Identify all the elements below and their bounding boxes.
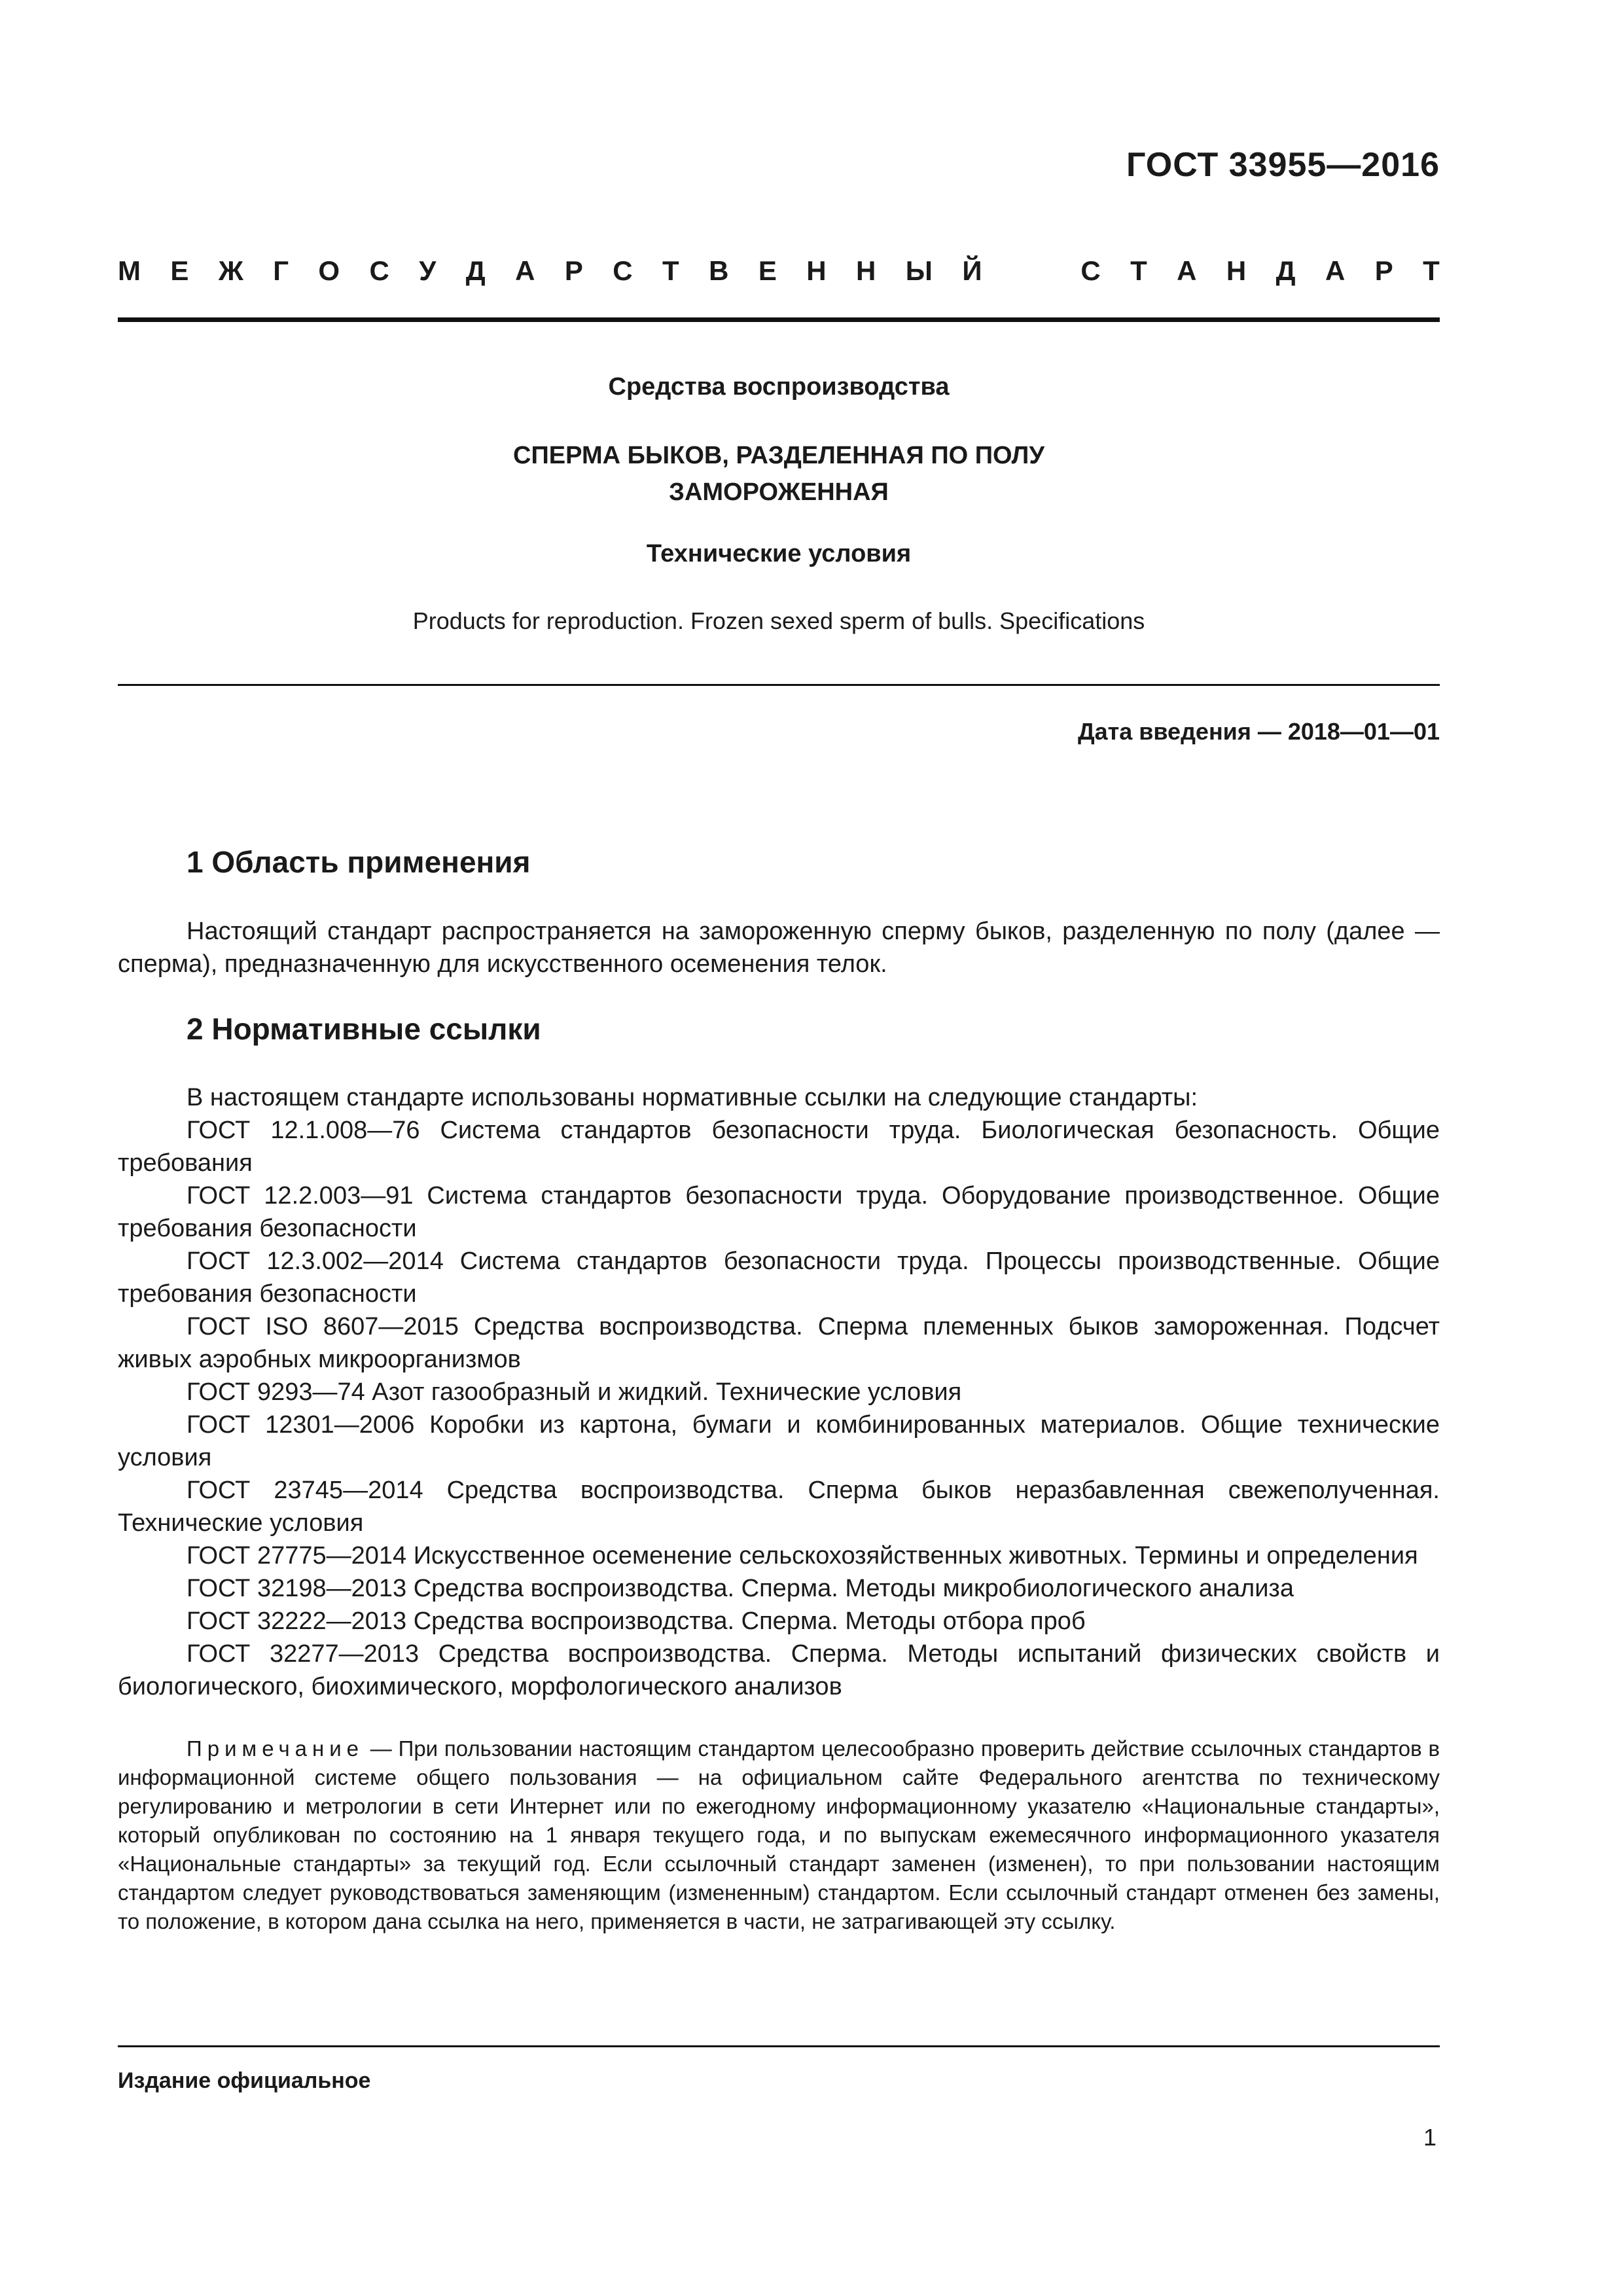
document-title <box>118 437 1440 511</box>
reference-item: ГОСТ 32277—2013 Средства воспроизводства. Сперма. Методы испытаний физических свойств и биологического, биохимического, морфологического анализов <box>118 1640 1440 1700</box>
reference-item: ГОСТ ISO 8607—2015 Средства воспроизводства. Сперма племенных быков замороженная. Подсчет живых аэробных микроорганизмов <box>118 1313 1440 1373</box>
title-line: СПЕРМА БЫКОВ, РАЗДЕЛЕННАЯ ПО ПОЛУ <box>513 442 1044 469</box>
letter: Д <box>1275 255 1296 286</box>
reference-item: ГОСТ 12.1.008—76 Система стандартов безопасности труда. Биологическая безопасность. Общие требования <box>118 1117 1440 1177</box>
section-heading: 2 Нормативные ссылки <box>187 1012 541 1046</box>
footer-divider <box>118 2045 1440 2047</box>
references-list <box>118 1081 1440 1703</box>
note-paragraph <box>118 1734 1440 1936</box>
title-divider <box>118 684 1440 686</box>
header-divider <box>118 317 1440 322</box>
english-title: Products for reproduction. Frozen sexed sperm of bulls. Specifications <box>412 607 1145 634</box>
letter: Т <box>1130 255 1147 286</box>
scope-paragraph: Настоящий стандарт распространяется на замороженную сперму быков, разделенную по полу (далее — сперма), предназначенную для искусственного осеменения телок. <box>118 918 1440 978</box>
title-line: ЗАМОРОЖЕННАЯ <box>669 478 889 506</box>
reference-item: ГОСТ 32222—2013 Средства воспроизводства. Сперма. Методы отбора проб <box>187 1607 1086 1635</box>
letter: В <box>709 255 729 286</box>
letter: Т <box>662 255 679 286</box>
letter: С <box>613 255 633 286</box>
interstate-standard-heading <box>118 255 1440 287</box>
letter: С <box>1080 255 1101 286</box>
word-gap <box>1012 255 1051 287</box>
reference-item: ГОСТ 9293—74 Азот газообразный и жидкий. Технические условия <box>187 1378 962 1406</box>
letter: Н <box>1226 255 1247 286</box>
document-subtitle: Технические условия <box>646 540 912 567</box>
reference-item: ГОСТ 27775—2014 Искусственное осеменение сельскохозяйственных животных. Термины и определения <box>187 1542 1418 1570</box>
references-lead: В настоящем стандарте использованы нормативные ссылки на следующие стандарты: <box>187 1084 1198 1111</box>
letter: Г <box>273 255 289 286</box>
letter: А <box>1325 255 1346 286</box>
intro-date: Дата введения — 2018—01—01 <box>1077 718 1440 745</box>
section-heading: 1 Область применения <box>187 845 531 879</box>
letter: Е <box>758 255 777 286</box>
letter: Р <box>1374 255 1393 286</box>
letter: С <box>369 255 389 286</box>
reference-item: ГОСТ 12.3.002—2014 Система стандартов безопасности труда. Процессы производственные. Общие требования безопасности <box>118 1247 1440 1308</box>
reference-item: ГОСТ 23745—2014 Средства воспроизводства. Сперма быков неразбавленная свежеполученная. Технические условия <box>118 1477 1440 1537</box>
letter: Е <box>170 255 189 286</box>
note-text: — При пользовании настоящим стандартом целесообразно проверить действие ссылочных стандартов в информационной системе общего пользования — на официальном сайте Федерального агентства по техническому регулированию и метрологии в сети Интернет или по ежегодному информационному указателю «Национальные стандарты», который опубликован по состоянию на 1 января текущего года, и по выпускам ежемесячного информационного указателя «Национальные стандарты» за текущий год. Если ссылочный стандарт заменен (изменен), то при пользовании настоящим стандартом следует руководствоваться заменяющим (измененным) стандартом. Если ссылочный стандарт отменен без замены, то положение, в котором дана ссылка на него, применяется в части, не затрагивающей эту ссылку. <box>118 1736 1440 1933</box>
letter: У <box>419 255 437 286</box>
note-label: Примечание <box>187 1736 365 1761</box>
letter: Т <box>1423 255 1440 286</box>
official-edition-label: Издание официальное <box>118 2068 371 2093</box>
reference-item: ГОСТ 12.2.003—91 Система стандартов безопасности труда. Оборудование производственное. Общие требования безопасности <box>118 1182 1440 1242</box>
letter: Н <box>806 255 827 286</box>
letter: Ж <box>218 255 243 286</box>
letter: Й <box>962 255 982 286</box>
subject-line: Средства воспроизводства <box>608 373 950 401</box>
gost-code: ГОСТ 33955—2016 <box>1126 146 1440 184</box>
page-number: 1 <box>1423 2124 1436 2151</box>
reference-item: ГОСТ 12301—2006 Коробки из картона, бумаги и комбинированных материалов. Общие технические условия <box>118 1411 1440 1471</box>
letter: М <box>118 255 141 286</box>
letter: Р <box>564 255 583 286</box>
letter: А <box>515 255 535 286</box>
letter: А <box>1177 255 1197 286</box>
letter: Н <box>856 255 876 286</box>
reference-item: ГОСТ 32198—2013 Средства воспроизводства. Сперма. Методы микробиологического анализа <box>187 1575 1294 1602</box>
letter: О <box>318 255 340 286</box>
letter: Ы <box>905 255 933 286</box>
letter: Д <box>465 255 486 286</box>
